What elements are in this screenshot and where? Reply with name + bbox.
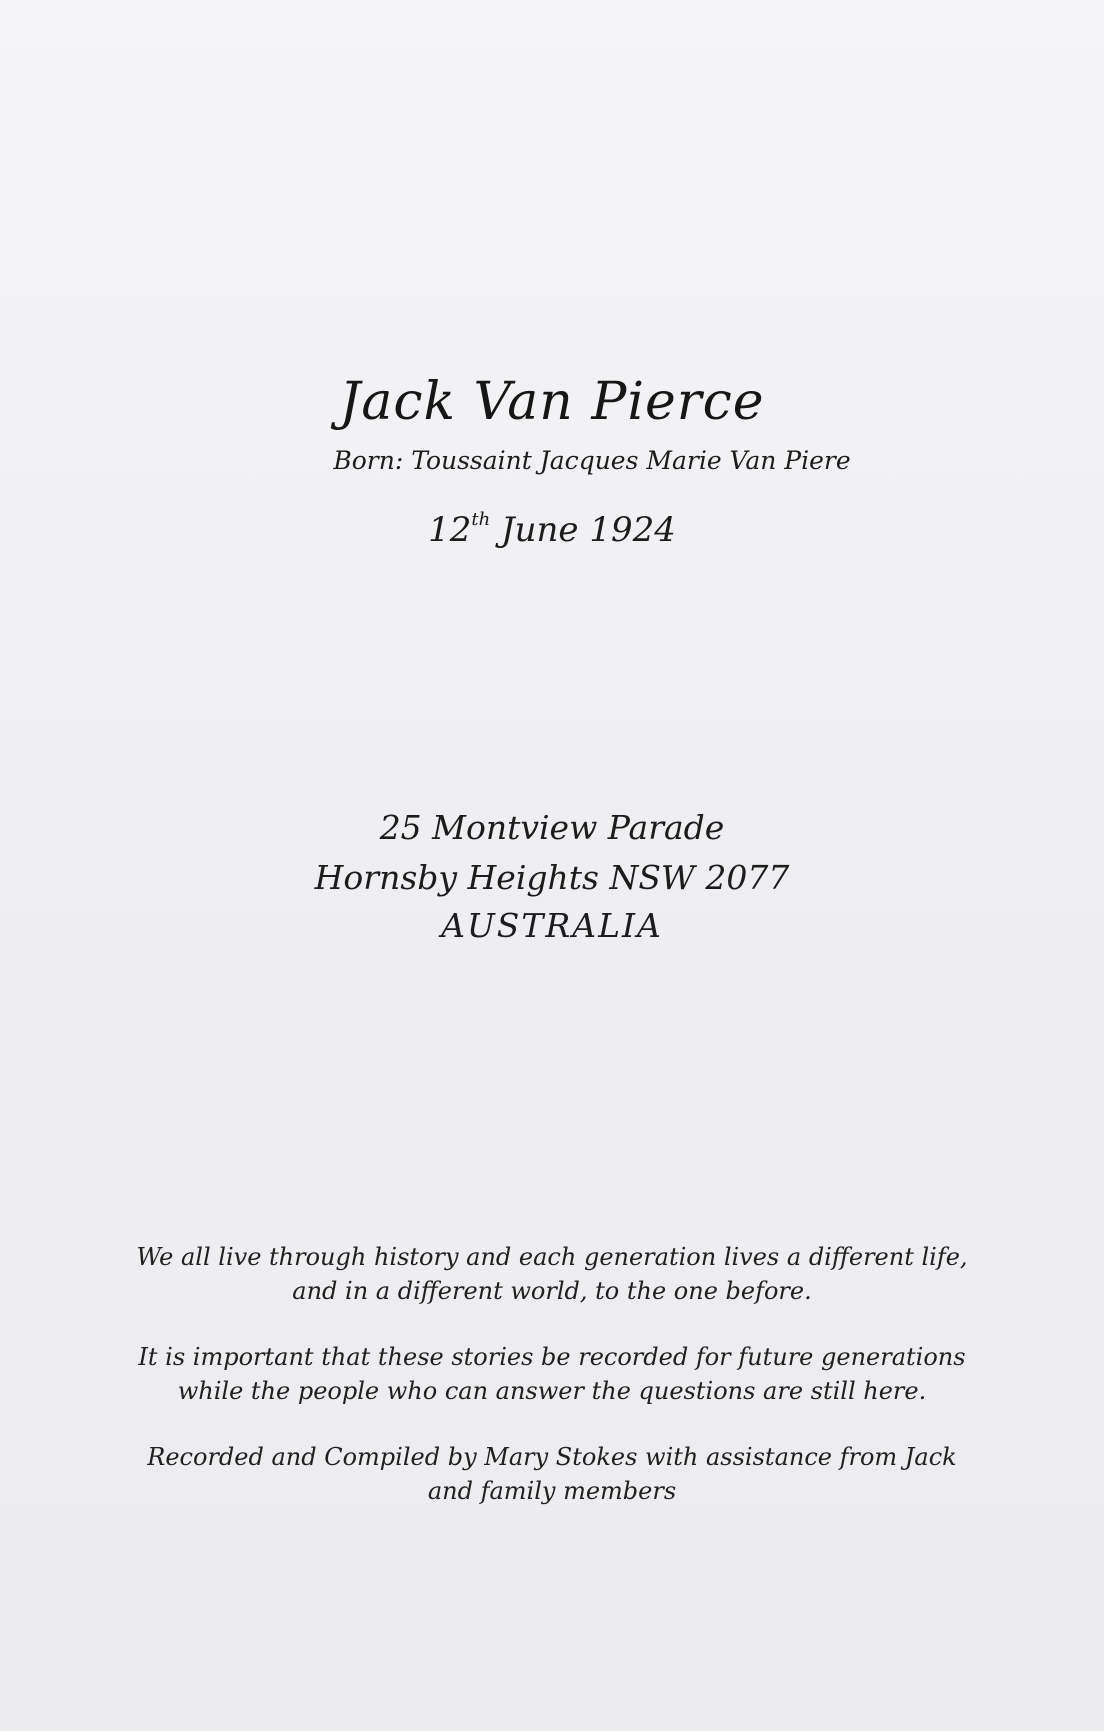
credits-line-1: Recorded and Compiled by Mary Stokes with assistance from Jack [147,1443,957,1471]
importance-quote [40,1340,1064,1408]
birth-date [0,510,1104,550]
page-title: Jack Van Pierce [339,372,765,432]
history-quote-line-1: We all live through history and each generation lives a different life, [136,1243,968,1271]
history-quote [40,1240,1064,1308]
birth-day-suffix: th [471,508,491,530]
credits-line-2: and family members [427,1477,677,1505]
address-suburb: Hornsby Heights NSW 2077 [314,858,790,897]
credits [40,1440,1064,1508]
birth-month-year: June 1924 [501,510,676,550]
address-street: 25 Montview Parade [379,808,725,847]
address-country: AUSTRALIA [441,906,663,945]
history-quote-line-2: and in a different world, to the one before. [292,1277,812,1305]
importance-quote-line-1: It is important that these stories be recorded for future generations [138,1343,966,1371]
importance-quote-line-2: while the people who can answer the questions are still here. [177,1377,927,1405]
birth-day: 12 [428,510,472,550]
birth-name: Born: Toussaint Jacques Marie Van Piere [333,446,851,475]
